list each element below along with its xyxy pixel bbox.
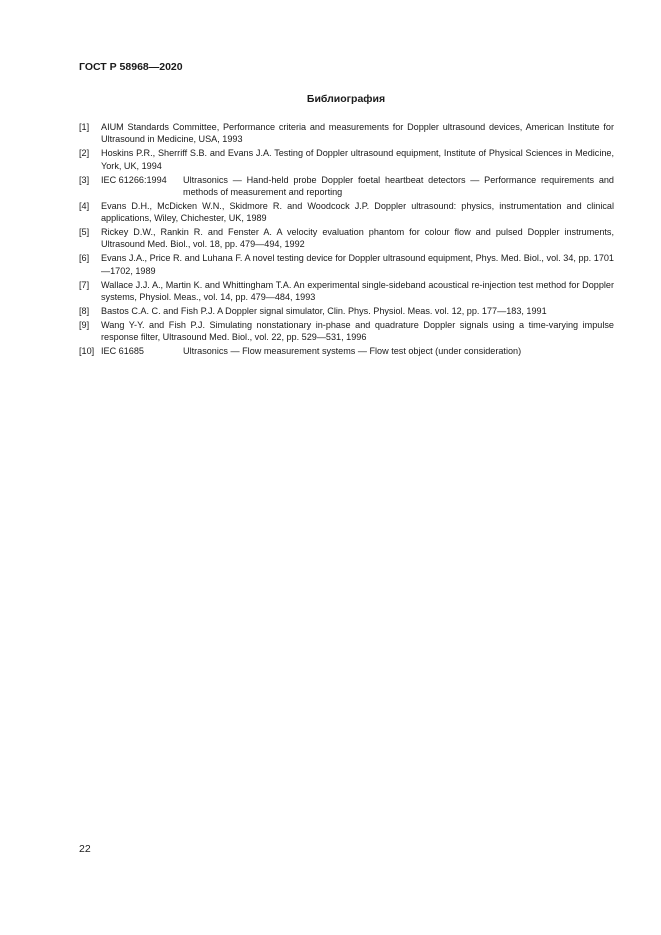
reference-text: Hoskins P.R., Sherriff S.B. and Evans J.A. Testing of Doppler ultrasound equipment, Institute of Physical Sciences in Medicine, York, UK, 1994	[101, 148, 614, 171]
reference-text: Evans D.H., McDicken W.N., Skidmore R. and Woodcock J.P. Doppler ultrasound: physics, instrumentation and clinical applications, Wiley, Chichester, UK, 1989	[101, 200, 614, 224]
reference-text: Rickey D.W., Rankin R. and Fenster A. A velocity evaluation phantom for colour flow and pulsed Doppler instruments, Ultrasound Med. Biol., vol. 18, pp. 479—494, 1992	[101, 227, 614, 250]
standard-code: IEC 61266:1994	[101, 174, 167, 185]
reference-text: Wallace J.J. A., Martin K. and Whittingham T.A. An experimental single-sideband acoustical re-injection test method for Doppler systems, Physiol. Meas., vol. 14, pp. 479—484, 1993	[101, 279, 614, 302]
reference-text: Bastos C.A. C. and Fish P.J. A Doppler signal simulator, Clin. Phys. Physiol. Meas. vol. 12, pp. 177—183, 1991	[101, 306, 547, 317]
reference-text: Wang Y-Y. and Fish P.J. Simulating nonstationary in-phase and quadrature Doppler signals using a time-varying impulse response filter, Ultrasound Med. Biol., vol. 22, pp. 529—531, 1996	[101, 320, 614, 343]
page-number: 22	[79, 843, 91, 855]
reference-number: [10]	[79, 346, 95, 357]
reference-body	[101, 174, 614, 198]
reference-number: [8]	[79, 306, 90, 317]
reference-item	[79, 345, 614, 357]
reference-number: [2]	[79, 148, 90, 159]
reference-number: [6]	[79, 253, 90, 264]
document-header: ГОСТ Р 58968—2020	[79, 61, 183, 73]
reference-item	[79, 121, 614, 145]
reference-number: [3]	[79, 174, 90, 185]
reference-number: [5]	[79, 227, 90, 238]
reference-item	[79, 319, 614, 343]
reference-item	[79, 279, 614, 303]
standard-code: IEC 61685	[101, 346, 144, 357]
section-title: Библиография	[306, 93, 386, 105]
reference-number: [4]	[79, 200, 90, 211]
reference-body	[101, 345, 614, 357]
standard-title: Ultrasonics — Hand-held probe Doppler foetal heartbeat detectors — Performance requirements and methods of measurement and reporting	[183, 174, 614, 197]
reference-number: [1]	[79, 122, 90, 132]
reference-text: AIUM Standards Committee, Performance criteria and measurements for Doppler ultrasound devices, American Institute for Ultrasound in Medicine, USA, 1993	[101, 122, 614, 145]
reference-number: [7]	[79, 279, 90, 290]
reference-item	[79, 147, 614, 171]
reference-number: [9]	[79, 320, 90, 331]
reference-text: Evans J.A., Price R. and Luhana F. A novel testing device for Doppler ultrasound equipment, Phys. Med. Biol., vol. 34, pp. 1701—1702, 1989	[101, 253, 614, 276]
reference-item	[79, 226, 614, 250]
reference-item	[79, 305, 614, 317]
reference-item	[79, 200, 614, 224]
reference-item	[79, 174, 614, 198]
reference-item	[79, 252, 614, 276]
standard-title: Ultrasonics — Flow measurement systems — Flow test object (under consideration)	[183, 346, 522, 357]
reference-list	[79, 121, 614, 360]
